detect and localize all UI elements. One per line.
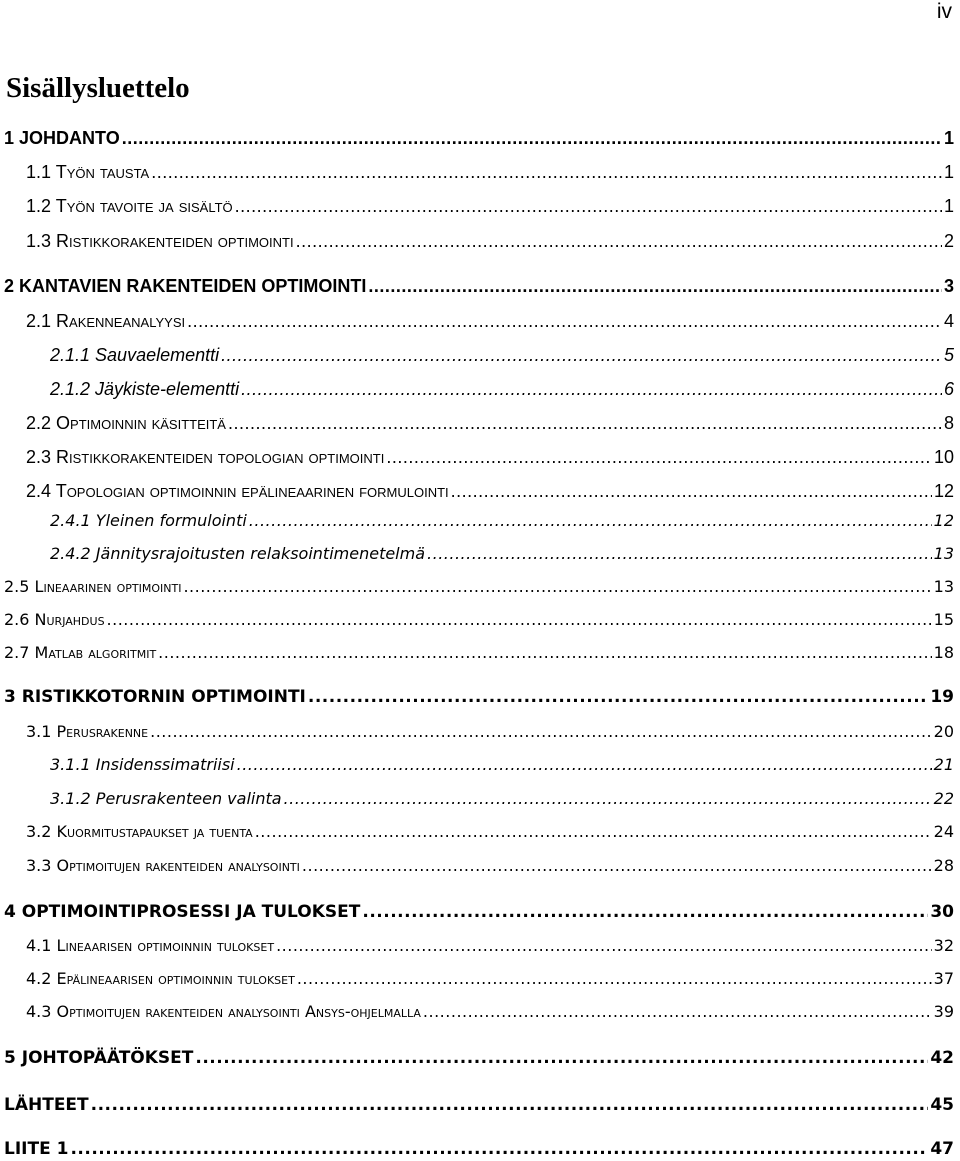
toc-entry-label: 4 OPTIMOINTIPROSESSI JA TULOKSET xyxy=(4,902,361,922)
toc-leader-dots xyxy=(368,275,942,297)
toc-entry-page: 19 xyxy=(930,687,954,707)
page-number: iv xyxy=(936,0,952,23)
toc-entry-page: 39 xyxy=(933,1002,954,1021)
toc-leader-dots xyxy=(284,788,932,810)
toc-entry[interactable] xyxy=(50,378,954,400)
toc-entry-label: 3.2 Kuormitustapaukset ja tuenta xyxy=(26,822,253,841)
page-title: Sisällysluettelo xyxy=(6,72,190,104)
toc-leader-dots xyxy=(158,642,931,664)
toc-entry[interactable] xyxy=(26,161,954,183)
toc-leader-dots xyxy=(362,901,928,923)
toc-entry[interactable] xyxy=(26,310,954,332)
toc-entry-page: 1 xyxy=(943,128,954,148)
toc-entry-label: 4.3 Optimoitujen rakenteiden analysointi Ansys-ohjelmalla xyxy=(26,1002,421,1021)
toc-entry-page: 32 xyxy=(933,936,954,955)
toc-entry-page: 1 xyxy=(943,162,954,182)
toc-entry-label: 2.2 Optimoinnin käsitteitä xyxy=(26,413,226,433)
toc-leader-dots xyxy=(302,855,932,877)
toc-entry[interactable] xyxy=(50,344,954,366)
toc-entry-page: 22 xyxy=(933,789,954,808)
toc-leader-dots xyxy=(276,935,932,957)
toc-leader-dots xyxy=(187,310,942,332)
toc-entry-label: 2 KANTAVIEN RAKENTEIDEN OPTIMOINTI xyxy=(4,276,367,296)
toc-leader-dots xyxy=(451,480,932,502)
toc-entry[interactable] xyxy=(26,855,954,877)
toc-leader-dots xyxy=(308,686,928,708)
toc-entry-label: 3.1.1 Insidenssimatriisi xyxy=(50,755,235,774)
toc-leader-dots xyxy=(297,968,932,990)
toc-entry-page: 42 xyxy=(930,1048,954,1068)
toc-entry-page: 2 xyxy=(943,231,954,251)
toc-entry[interactable] xyxy=(50,510,954,532)
toc-entry-label: 1 JOHDANTO xyxy=(4,128,120,148)
toc-entry[interactable] xyxy=(26,1001,954,1023)
toc-entry[interactable] xyxy=(4,1138,954,1160)
toc-entry-page: 24 xyxy=(933,822,954,841)
toc-entry[interactable] xyxy=(4,642,954,664)
toc-entry-label: LÄHTEET xyxy=(4,1095,89,1115)
toc-entry-page: 18 xyxy=(933,643,954,662)
toc-leader-dots xyxy=(70,1138,928,1160)
toc-leader-dots xyxy=(241,378,942,400)
toc-entry-label: 1.2 Työn tavoite ja sisältö xyxy=(26,196,233,216)
toc-entry[interactable] xyxy=(26,446,954,468)
toc-leader-dots xyxy=(183,576,931,598)
toc-leader-dots xyxy=(151,161,942,183)
toc-entry-label: 2.1 Rakenneanalyysi xyxy=(26,311,186,331)
toc-entry[interactable] xyxy=(26,195,954,217)
toc-entry[interactable] xyxy=(4,609,954,631)
toc-entry-label: LIITE 1 xyxy=(4,1139,69,1159)
toc-entry-page: 4 xyxy=(943,311,954,331)
toc-leader-dots xyxy=(91,1094,929,1116)
toc-entry[interactable] xyxy=(26,968,954,990)
toc-leader-dots xyxy=(235,195,942,217)
toc-entry-label: 2.3 Ristikkorakenteiden topologian optimointi xyxy=(26,447,385,467)
toc-entry-page: 15 xyxy=(933,610,954,629)
toc-entry-page: 12 xyxy=(933,481,954,501)
toc-entry-label: 2.4 Topologian optimoinnin epälineaarinen formulointi xyxy=(26,481,449,501)
toc-entry[interactable] xyxy=(4,686,954,708)
toc-entry-page: 37 xyxy=(933,969,954,988)
toc-entry-page: 30 xyxy=(930,902,954,922)
toc-leader-dots xyxy=(249,510,932,532)
toc-entry-label: 3.3 Optimoitujen rakenteiden analysointi xyxy=(26,856,300,875)
toc-entry[interactable] xyxy=(4,576,954,598)
toc-entry-page: 6 xyxy=(943,379,954,399)
toc-entry[interactable] xyxy=(50,788,954,810)
toc-leader-dots xyxy=(423,1001,932,1023)
toc-entry-label: 2.6 Nurjahdus xyxy=(4,610,105,629)
toc-entry[interactable] xyxy=(4,275,954,297)
toc-leader-dots xyxy=(195,1047,928,1069)
toc-leader-dots xyxy=(427,543,932,565)
toc-leader-dots xyxy=(221,344,942,366)
toc-entry-label: 4.1 Lineaarisen optimoinnin tulokset xyxy=(26,936,275,955)
toc-entry[interactable] xyxy=(26,412,954,434)
toc-entry-page: 28 xyxy=(933,856,954,875)
toc-leader-dots xyxy=(150,721,932,743)
toc-leader-dots xyxy=(107,609,932,631)
toc-entry-page: 1 xyxy=(943,196,954,216)
toc-entry[interactable] xyxy=(26,821,954,843)
toc-entry[interactable] xyxy=(26,935,954,957)
toc-entry[interactable] xyxy=(26,721,954,743)
toc-leader-dots xyxy=(122,127,942,149)
toc-entry-page: 8 xyxy=(943,413,954,433)
toc-entry-page: 21 xyxy=(933,755,954,774)
toc-entry-label: 3 RISTIKKOTORNIN OPTIMOINTI xyxy=(4,687,306,707)
toc-entry-label: 2.5 Lineaarinen optimointi xyxy=(4,577,182,596)
toc-entry-label: 4.2 Epälineaarisen optimoinnin tulokset xyxy=(26,969,295,988)
toc-leader-dots xyxy=(237,754,932,776)
toc-leader-dots xyxy=(255,821,932,843)
toc-entry[interactable] xyxy=(50,543,954,565)
toc-entry-label: 2.4.2 Jännitysrajoitusten relaksointimenetelmä xyxy=(50,544,426,563)
toc-entry-page: 12 xyxy=(933,511,954,530)
toc-leader-dots xyxy=(228,412,942,434)
toc-entry-page: 20 xyxy=(933,722,954,741)
toc-entry-label: 2.4.1 Yleinen formulointi xyxy=(50,511,247,530)
toc-entry-page: 13 xyxy=(933,577,954,596)
toc-leader-dots xyxy=(296,230,942,252)
toc-entry-label: 5 JOHTOPÄÄTÖKSET xyxy=(4,1048,194,1068)
toc-entry[interactable] xyxy=(26,480,954,502)
toc-entry-label: 1.3 Ristikkorakenteiden optimointi xyxy=(26,231,294,251)
toc-entry-label: 1.1 Työn tausta xyxy=(26,162,150,182)
toc-entry-page: 47 xyxy=(930,1139,954,1159)
toc-entry-label: 2.7 Matlab algoritmit xyxy=(4,643,157,662)
toc-entry-page: 45 xyxy=(930,1095,954,1115)
toc-entry[interactable] xyxy=(4,127,954,149)
toc-entry-page: 10 xyxy=(933,447,954,467)
toc-entry-label: 2.1.2 Jäykiste-elementti xyxy=(50,379,240,399)
toc-leader-dots xyxy=(386,446,932,468)
toc-entry-page: 5 xyxy=(943,345,954,365)
toc-entry[interactable] xyxy=(4,901,954,923)
toc-entry[interactable] xyxy=(26,230,954,252)
toc-entry[interactable] xyxy=(4,1047,954,1069)
toc-entry-page: 3 xyxy=(943,276,954,296)
toc-entry-label: 3.1.2 Perusrakenteen valinta xyxy=(50,789,282,808)
toc-entry-label: 2.1.1 Sauvaelementti xyxy=(50,345,220,365)
toc-entry[interactable] xyxy=(4,1094,954,1116)
toc-entry[interactable] xyxy=(50,754,954,776)
toc-entry-page: 13 xyxy=(933,544,954,563)
toc-entry-label: 3.1 Perusrakenne xyxy=(26,722,149,741)
